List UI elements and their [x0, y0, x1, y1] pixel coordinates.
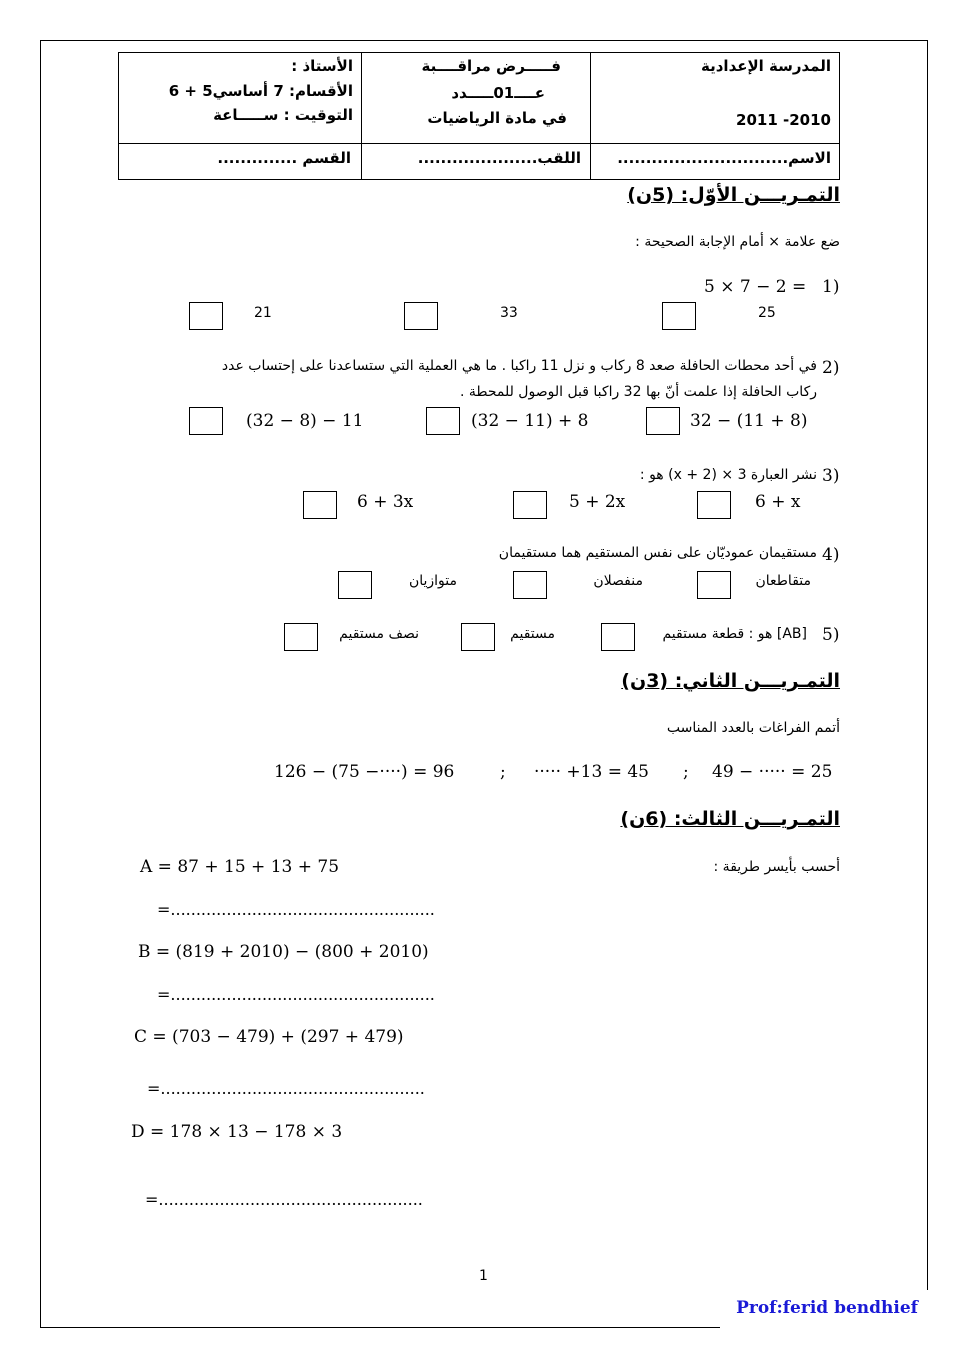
subject: في مادة الرياضيات [427, 109, 567, 127]
q1-option-a: 25 [758, 305, 776, 321]
q3-option-b: 5 + 2x [569, 492, 626, 512]
q4-option-c: متوازيان [408, 573, 457, 589]
exercise3-instruction: أحسب بأيسر طريقة : [713, 859, 840, 875]
q3-checkbox-c[interactable] [303, 491, 337, 519]
q3-number: 3) [822, 466, 840, 486]
q2-line2: ركاب الحافلة إذا علمت أنّ بها 32 راكبا قبل الوصول للمحطة . [459, 384, 817, 400]
q5-text: [AB] هو : قطعة مستقيم [662, 626, 807, 642]
q1-expression: 5 × 7 − 2 = [704, 277, 807, 297]
name-field: الاسم.............................. [617, 149, 831, 167]
exercise3-title: التمـريـــن الثالث: (6ن) [620, 808, 840, 830]
surname-field: اللقب..................... [417, 149, 581, 167]
q1-option-b: 33 [500, 305, 518, 321]
duration-label: التوقيت : ســـــاعة [213, 106, 353, 124]
signature: Prof:ferid bendhief [736, 1298, 918, 1318]
q5-checkbox-c[interactable] [284, 623, 318, 651]
q4-checkbox-a[interactable] [697, 571, 731, 599]
exam-number: عــــ01ـــــدد [451, 84, 545, 102]
q1-checkbox-b[interactable] [404, 302, 438, 330]
q2-option-b: (32 − 11) + 8 [471, 411, 589, 431]
q3-checkbox-a[interactable] [697, 491, 731, 519]
teacher-label: الأستاذ : [291, 57, 353, 75]
answer-line-b: =.................................................... [157, 985, 435, 1004]
q2-number: 2) [822, 358, 840, 378]
classes-label: الأقسام: 7 أساسي5 + 6 [168, 82, 353, 100]
q5-option-b: نصف مستقيم [339, 626, 419, 642]
separator-2: ; [500, 762, 506, 782]
q1-number: 1) [822, 277, 840, 297]
q5-checkbox-b[interactable] [461, 623, 495, 651]
q4-option-b: منفصلان [593, 573, 643, 589]
q5-option-a: مستقيم [510, 626, 555, 642]
q5-checkbox-a[interactable] [601, 623, 635, 651]
expression-d: D = 178 × 13 − 178 × 3 [131, 1122, 343, 1142]
fill-equation-3: 126 − (75 −····) = 96 [274, 762, 455, 782]
q4-checkbox-c[interactable] [338, 571, 372, 599]
expression-c: C = (703 − 479) + (297 + 479) [134, 1027, 404, 1047]
q5-number: 5) [822, 625, 840, 645]
section-field: القسم .............. [217, 149, 351, 167]
separator-1: ; [683, 762, 689, 782]
page-number: 1 [479, 1268, 488, 1284]
school-name: المدرسة الإعدادية [701, 57, 831, 75]
exercise2-instruction: أتمم الفراغات بالعدد المناسب [666, 720, 840, 736]
q3-text: نشر العبارة 3 × (2 + x) هو : [639, 467, 817, 483]
exercise1-title: التمـريـــن الأوّل: (5ن) [627, 184, 840, 206]
q1-checkbox-c[interactable] [189, 302, 223, 330]
expression-a: A = 87 + 15 + 13 + 75 [140, 857, 340, 877]
exercise1-instruction: ضع علامة × أمام الإجابة الصحيحة : [635, 234, 840, 250]
school-year: 2011 -2010 [736, 111, 831, 129]
q1-option-c: 21 [254, 305, 272, 321]
q2-line1: في أحد محطات الحافلة صعد 8 ركاب و نزل 11 راكبا . ما هي العملية التي ستساعدنا على إحتساب عدد [221, 358, 817, 374]
q3-option-c: 6 + 3x [357, 492, 414, 512]
q3-option-a: 6 + x [755, 492, 801, 512]
exam-title: فـــــرض مراقــــبة [421, 57, 561, 75]
q1-checkbox-a[interactable] [662, 302, 696, 330]
q4-number: 4) [822, 545, 840, 565]
signature-box [720, 1290, 928, 1330]
q2-option-c: (32 − 8) − 11 [246, 411, 364, 431]
q4-checkbox-b[interactable] [513, 571, 547, 599]
fill-equation-1: 49 − ····· = 25 [712, 762, 833, 782]
q3-checkbox-b[interactable] [513, 491, 547, 519]
header-table [118, 52, 840, 180]
answer-line-c: =.................................................... [147, 1079, 425, 1098]
q2-checkbox-c[interactable] [189, 407, 223, 435]
q2-checkbox-b[interactable] [426, 407, 460, 435]
q2-checkbox-a[interactable] [646, 407, 680, 435]
q2-option-a: 32 − (11 + 8) [690, 411, 808, 431]
exercise2-title: التمـريـــن الثاني: (3ن) [621, 670, 840, 692]
q4-option-a: متقاطعان [755, 573, 811, 589]
q4-text: مستقيمان عموديّان على نفس المستقيم هما مستقيمان [498, 545, 817, 561]
fill-equation-2: ····· +13 = 45 [534, 762, 649, 782]
expression-b: B = (819 + 2010) − (800 + 2010) [138, 942, 429, 962]
answer-line-a: =.................................................... [157, 900, 435, 919]
answer-line-d: =.................................................... [145, 1190, 423, 1209]
